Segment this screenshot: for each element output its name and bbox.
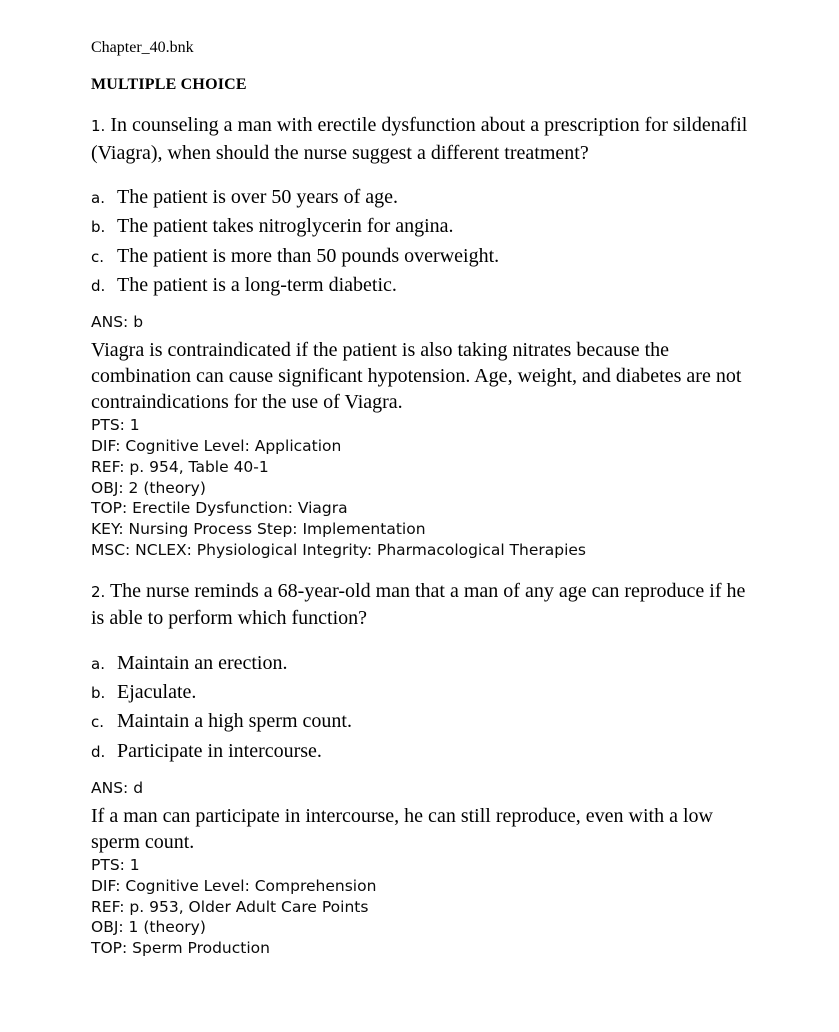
metadata-line: OBJ: 1 (theory): [91, 918, 206, 937]
option-row: [91, 707, 759, 736]
answer-label: ANS:: [91, 778, 129, 797]
document-filename: Chapter_40.bnk: [91, 39, 194, 56]
option-text: The patient takes nitroglycerin for angina.: [117, 215, 454, 238]
option-letter: b.: [91, 218, 106, 237]
answer-label: ANS:: [91, 313, 129, 332]
option-letter: b.: [91, 684, 106, 703]
question-number: 1.: [91, 117, 106, 135]
metadata-line: DIF: Cognitive Level: Application: [91, 436, 342, 455]
metadata-line: TOP: Erectile Dysfunction: Viagra: [91, 499, 348, 518]
metadata-line: REF: p. 954, Table 40-1: [91, 457, 269, 476]
metadata-line: TOP: Sperm Production: [91, 939, 270, 958]
metadata-line: PTS: 1: [91, 416, 140, 435]
question-stem: [91, 578, 759, 632]
answer-value: b: [133, 313, 144, 332]
option-text: Maintain a high sperm count.: [117, 710, 352, 733]
metadata-line: PTS: 1: [91, 855, 140, 874]
options-list: [91, 649, 759, 766]
metadata-lines: [91, 415, 759, 561]
option-text: The patient is over 50 years of age.: [117, 186, 399, 208]
option-text: Participate in intercourse.: [117, 739, 322, 762]
questions-container: [91, 112, 759, 959]
question-block: [91, 112, 759, 561]
metadata-line: REF: p. 953, Older Adult Care Points: [91, 897, 369, 916]
option-row: [91, 212, 759, 241]
answer-line: [91, 778, 759, 799]
option-letter: d.: [91, 276, 106, 295]
answer-value: d: [133, 778, 144, 797]
metadata-lines: [91, 855, 759, 959]
question-number: 2.: [91, 582, 106, 601]
metadata-line: MSC: NCLEX: Physiological Integrity: Pharmacological Therapies: [91, 540, 587, 559]
option-letter: a.: [91, 189, 105, 207]
answer-line: [91, 312, 759, 333]
metadata-line: KEY: Nursing Process Step: Implementation: [91, 520, 426, 539]
metadata-line: DIF: Cognitive Level: Comprehension: [91, 876, 377, 895]
option-row: [91, 649, 759, 678]
option-letter: c.: [91, 247, 105, 266]
options-list: [91, 183, 759, 300]
metadata-line: OBJ: 2 (theory): [91, 478, 206, 497]
answer-block: [91, 312, 759, 561]
rationale-text: If a man can participate in intercourse, he can still reproduce, even with a low sperm count.: [91, 804, 713, 853]
option-row: [91, 737, 759, 766]
option-row: [91, 271, 759, 300]
option-text: Maintain an erection.: [117, 651, 288, 674]
option-letter: d.: [91, 742, 106, 761]
option-row: [91, 183, 759, 212]
option-letter: c.: [91, 713, 105, 732]
option-row: [91, 242, 759, 271]
option-text: The patient is more than 50 pounds overweight.: [117, 244, 500, 267]
option-text: Ejaculate.: [117, 681, 197, 704]
option-row: [91, 678, 759, 707]
question-stem: [91, 112, 759, 166]
rationale-text: Viagra is contraindicated if the patient is also taking nitrates because the combination can cause significant hypotension. Age, weight, and diabetes are not contraindications for the use of Viagra.: [91, 339, 742, 414]
answer-block: [91, 778, 759, 959]
option-letter: a.: [91, 654, 105, 673]
section-heading: MULTIPLE CHOICE: [91, 76, 247, 93]
question-stem-text: The nurse reminds a 68-year-old man that a man of any age can reproduce if he is able to perform which function?: [91, 579, 746, 630]
question-block: [91, 578, 759, 959]
question-stem-text: In counseling a man with erectile dysfunction about a prescription for sildenafil (Viagra), when should the nurse suggest a different treatment?: [91, 114, 748, 164]
option-text: The patient is a long-term diabetic.: [117, 273, 397, 296]
